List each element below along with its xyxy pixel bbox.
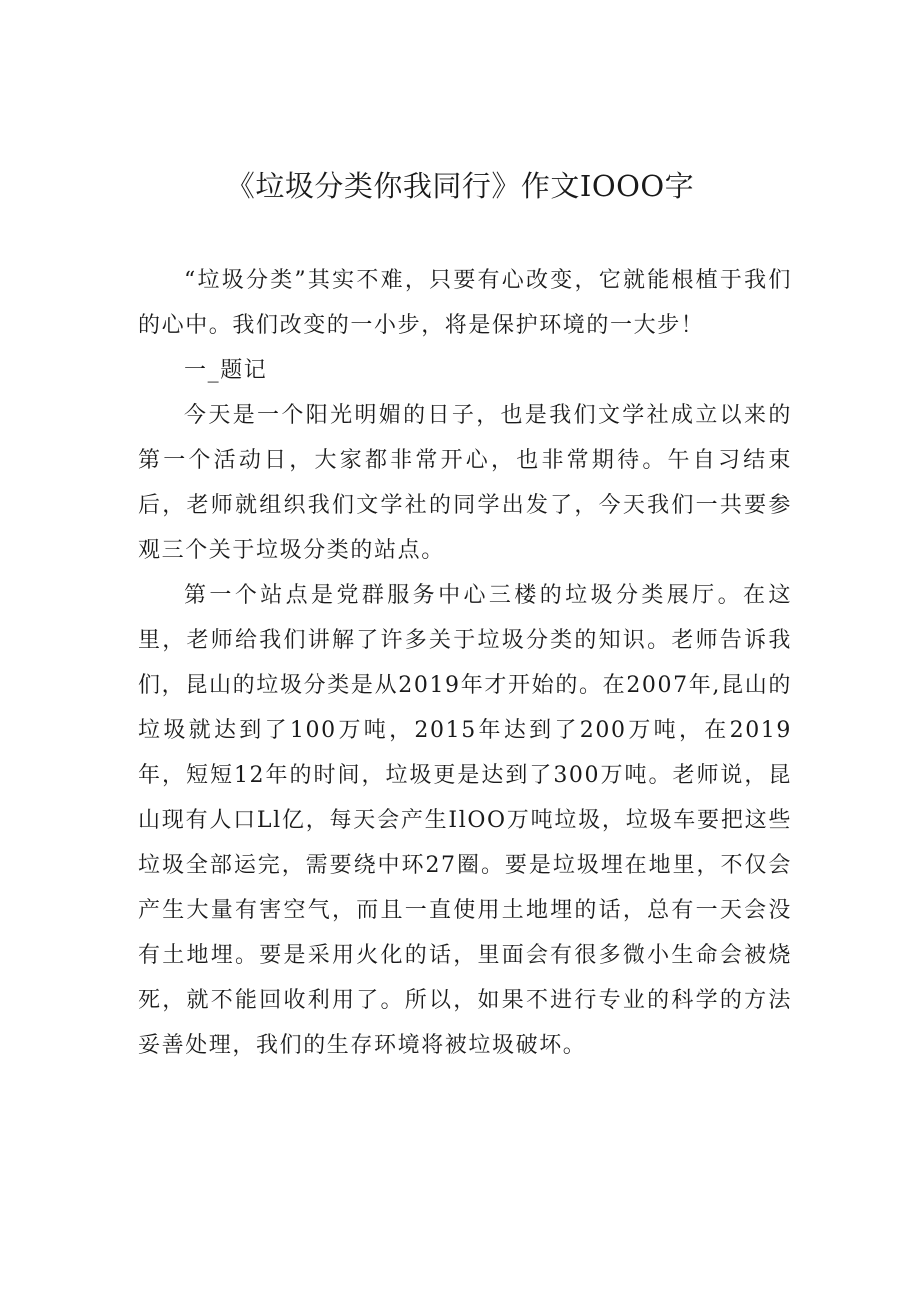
paragraph-activity-day: 今天是一个阳光明媚的日子，也是我们文学社成立以来的第一个活动日，大家都非常开心，也非常期待。午自习结束后，老师就组织我们文学社的同学出发了，今天我们一共要参观三个关于垃圾分类的站点。	[138, 403, 792, 563]
document-body	[138, 258, 792, 1068]
paragraph-intro: “垃圾分类”其实不难，只要有心改变，它就能根植于我们的心中。我们改变的一小步，将是保护环境的一大步！	[138, 268, 792, 338]
document-title: 《垃圾分类你我同行》作文IOOO字	[225, 169, 695, 203]
paragraph-inscription: 一_题记	[184, 358, 268, 383]
paragraph-first-station: 第一个站点是党群服务中心三楼的垃圾分类展厅。在这里，老师给我们讲解了许多关于垃圾分类的知识。老师告诉我们，昆山的垃圾分类是从2019年才开始的。在2007年,昆山的垃圾就达到了100万吨，2015年达到了200万吨，在2019年，短短12年的时间，垃圾更是达到了300万吨。老师说，昆山现有人口Ll亿，每天会产生IlOO万吨垃圾，垃圾车要把这些垃圾全部运完，需要绕中环27圈。要是垃圾埋在地里，不仅会产生大量有害空气，而且一直使用土地埋的话，总有一天会没有土地埋。要是采用火化的话，里面会有很多微小生命会被烧死，就不能回收利用了。所以，如果不进行专业的科学的方法妥善处理，我们的生存环境将被垃圾破坏。	[138, 583, 792, 1058]
